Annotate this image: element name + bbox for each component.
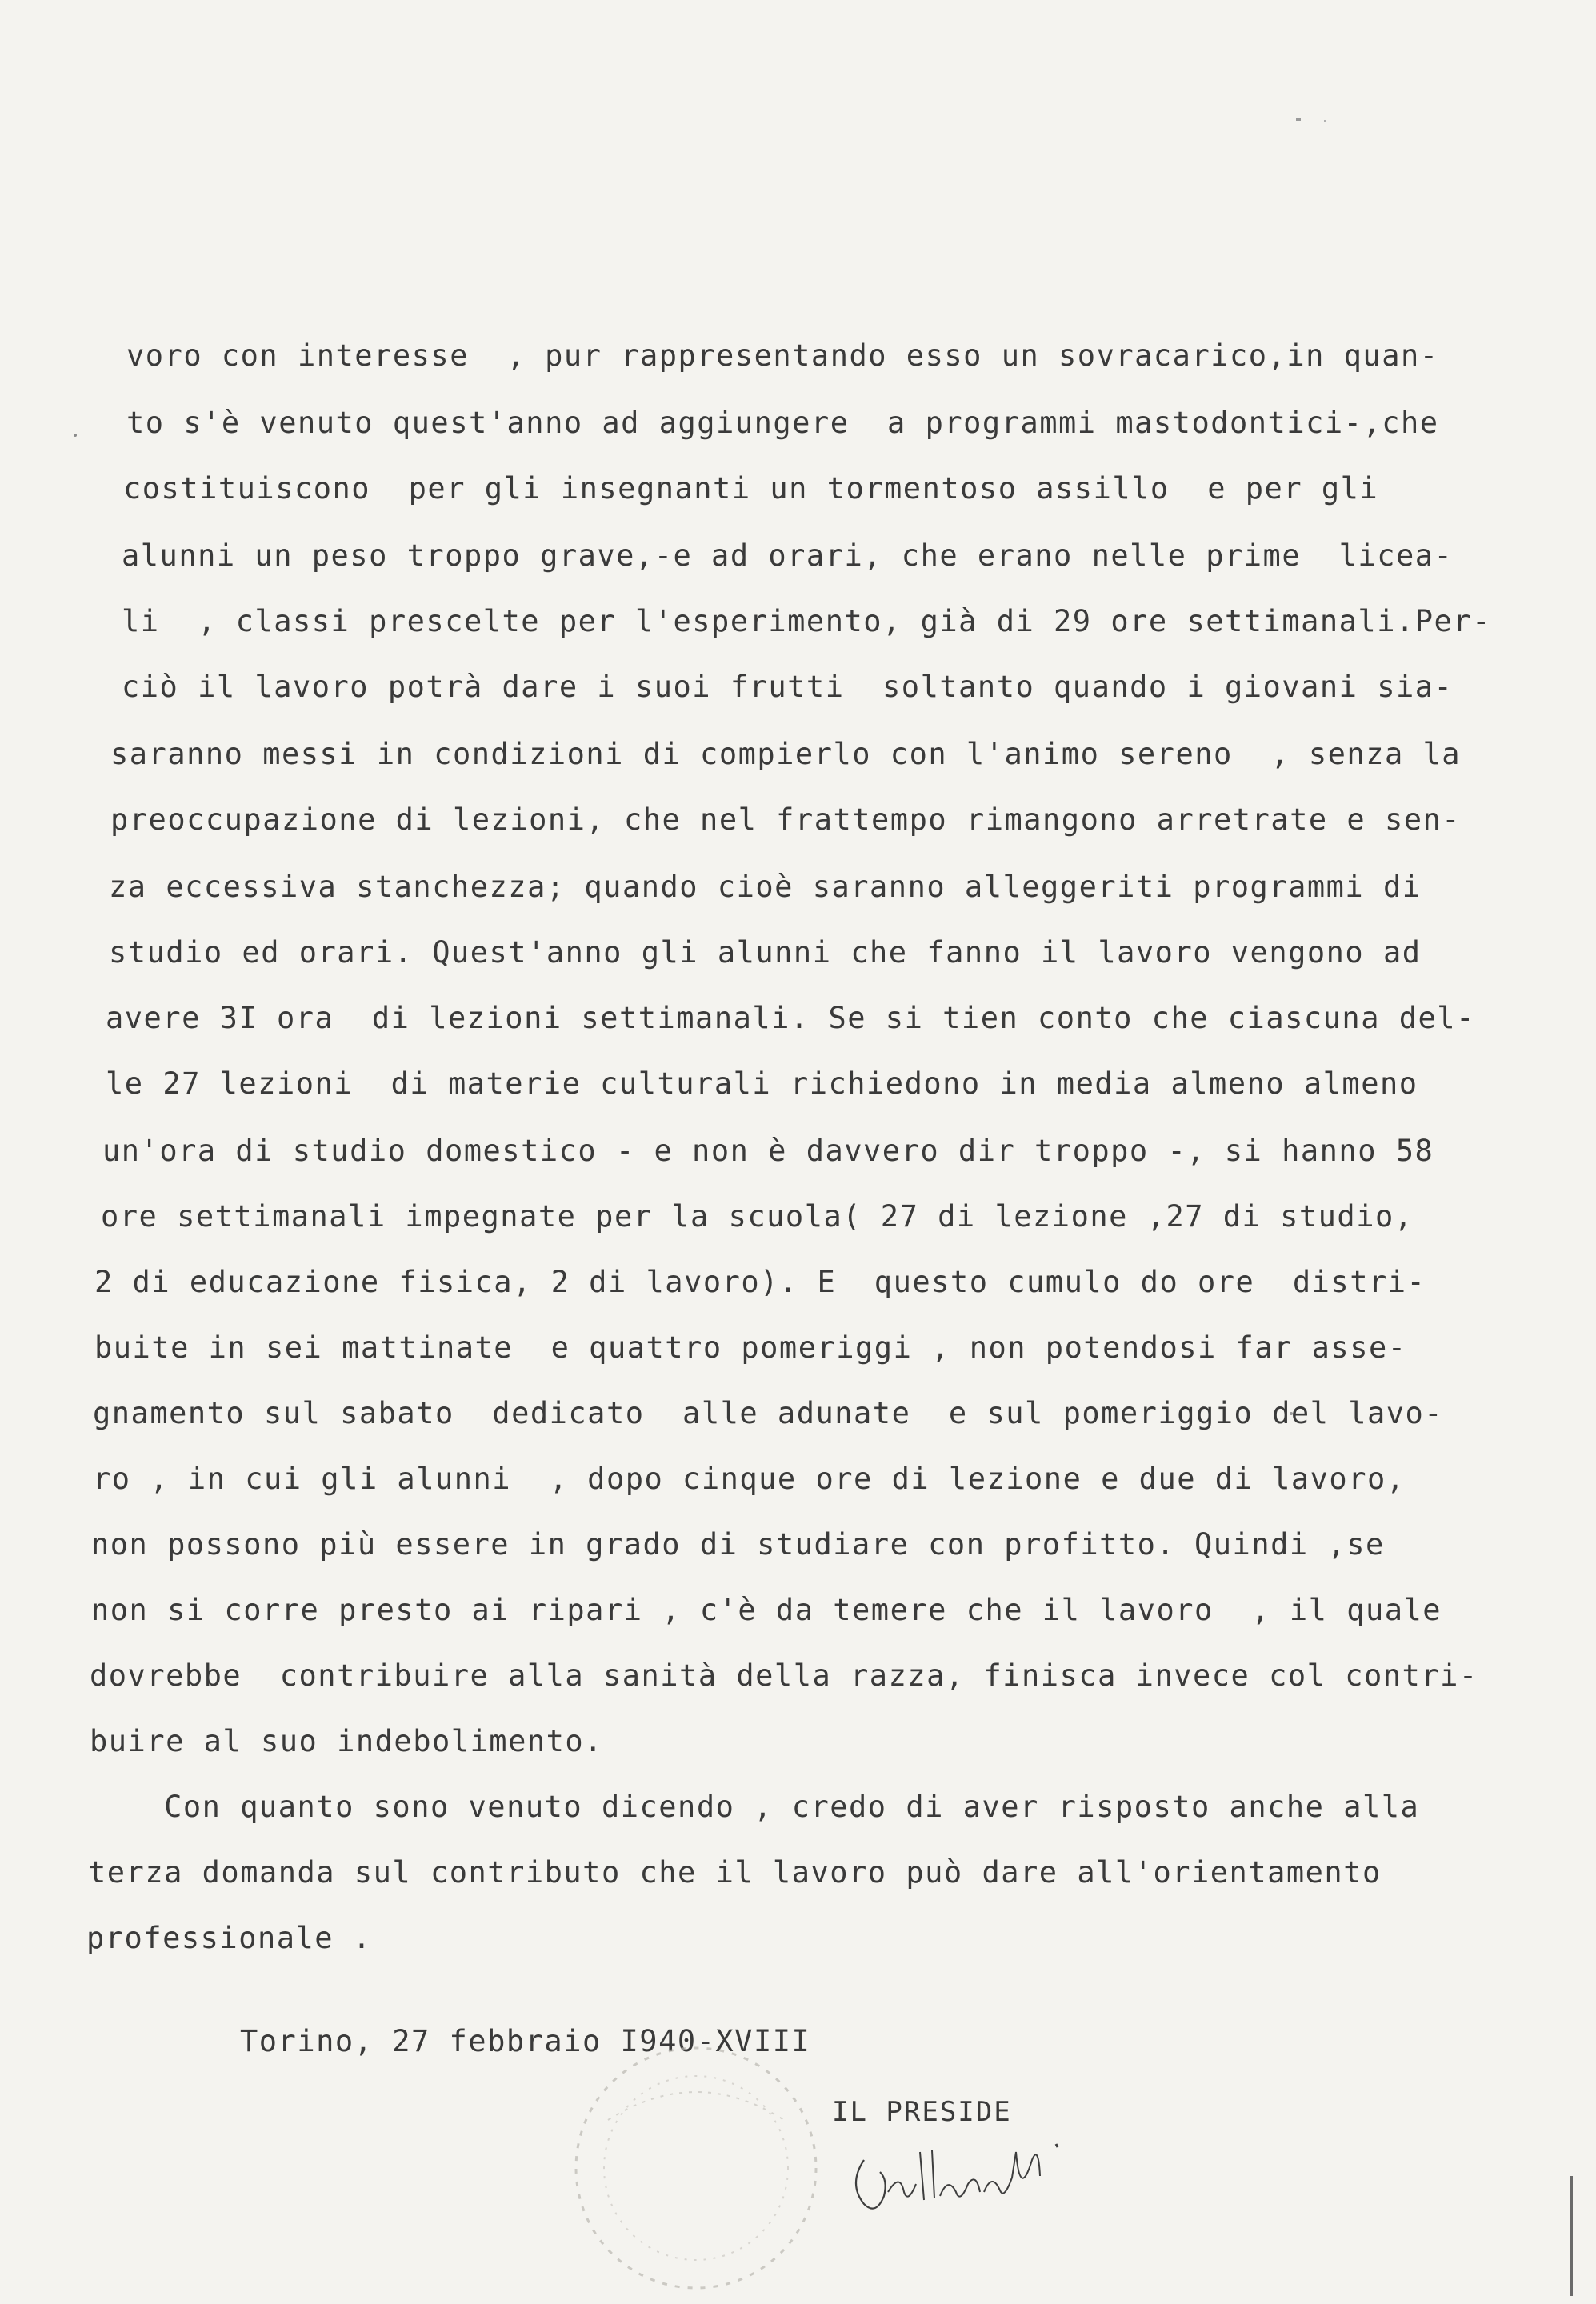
text-line: 2 di educazione fisica, 2 di lavoro). E questo cumulo do ore distri- <box>94 1265 1426 1299</box>
handwritten-signature <box>840 2128 1080 2224</box>
text-line: le 27 lezioni di materie culturali richiedono in media almeno almeno <box>106 1066 1418 1101</box>
text-line: preoccupazione di lezioni, che nel frattempo rimangono arretrate e sen- <box>110 802 1462 837</box>
text-line: un'ora di studio domestico - e non è davvero dir troppo -, si hanno 58 <box>102 1134 1434 1168</box>
text-line: terza domanda sul contributo che il lavoro può dare all'orientamento <box>88 1855 1382 1890</box>
paper-speck <box>1324 120 1326 122</box>
text-line: to s'è venuto quest'anno ad aggiungere a programmi mastodontici-,che <box>126 406 1439 440</box>
text-line: za eccessiva stanchezza; quando cioè saranno alleggeriti programmi di <box>109 870 1422 904</box>
text-line: dovrebbe contribuire alla sanità della razza, finisca invece col contri- <box>90 1658 1478 1693</box>
text-line: non si corre presto ai ripari , c'è da temere che il lavoro , il quale <box>91 1593 1442 1627</box>
text-line: ciò il lavoro potrà dare i suoi frutti soltanto quando i giovani sia- <box>122 670 1454 704</box>
text-line: buire al suo indebolimento. <box>90 1724 603 1758</box>
text-line: non possono più essere in grado di studiare con profitto. Quindi ,se <box>91 1527 1385 1562</box>
place-date: Torino, 27 febbraio I940-XVIII <box>240 2024 811 2058</box>
text-line: li , classi prescelte per l'esperimento, già di 29 ore settimanali.Per- <box>122 604 1491 638</box>
text-line: ro , in cui gli alunni , dopo cinque ore di lezione e due di lavoro, <box>93 1462 1406 1496</box>
text-line: buite in sei mattinate e quattro pomeriggi , non potendosi far asse- <box>94 1330 1407 1365</box>
text-line: Con quanto sono venuto dicendo , credo di aver risposto anche alla <box>88 1790 1420 1824</box>
text-line: ore settimanali impegnate per la scuola( 27 di lezione ,27 di studio, <box>101 1199 1414 1234</box>
official-stamp <box>560 2032 832 2304</box>
text-line: studio ed orari. Quest'anno gli alunni che fanno il lavoro vengono ad <box>109 935 1422 970</box>
text-line: avere 3I ora di lezioni settimanali. Se si tien conto che ciascuna del- <box>106 1001 1475 1035</box>
text-line: saranno messi in condizioni di compierlo con l'animo sereno , senza la <box>110 737 1462 771</box>
text-line: alunni un peso troppo grave,-e ad orari, che erano nelle prime licea- <box>122 538 1454 573</box>
text-line: costituiscono per gli insegnanti un tormentoso assillo e per gli <box>123 471 1379 506</box>
text-line: voro con interesse , pur rappresentando esso un sovracarico,in quan- <box>126 338 1439 373</box>
page-edge-mark <box>1570 2176 1573 2296</box>
paper-speck <box>1296 118 1301 121</box>
text-line: gnamento sul sabato dedicato alle adunate e sul pomeriggio del lavo- <box>93 1396 1444 1430</box>
signature-title: IL PRESIDE <box>832 2096 1012 2128</box>
paper-speck <box>74 434 77 437</box>
text-line: professionale . <box>86 1921 372 1955</box>
